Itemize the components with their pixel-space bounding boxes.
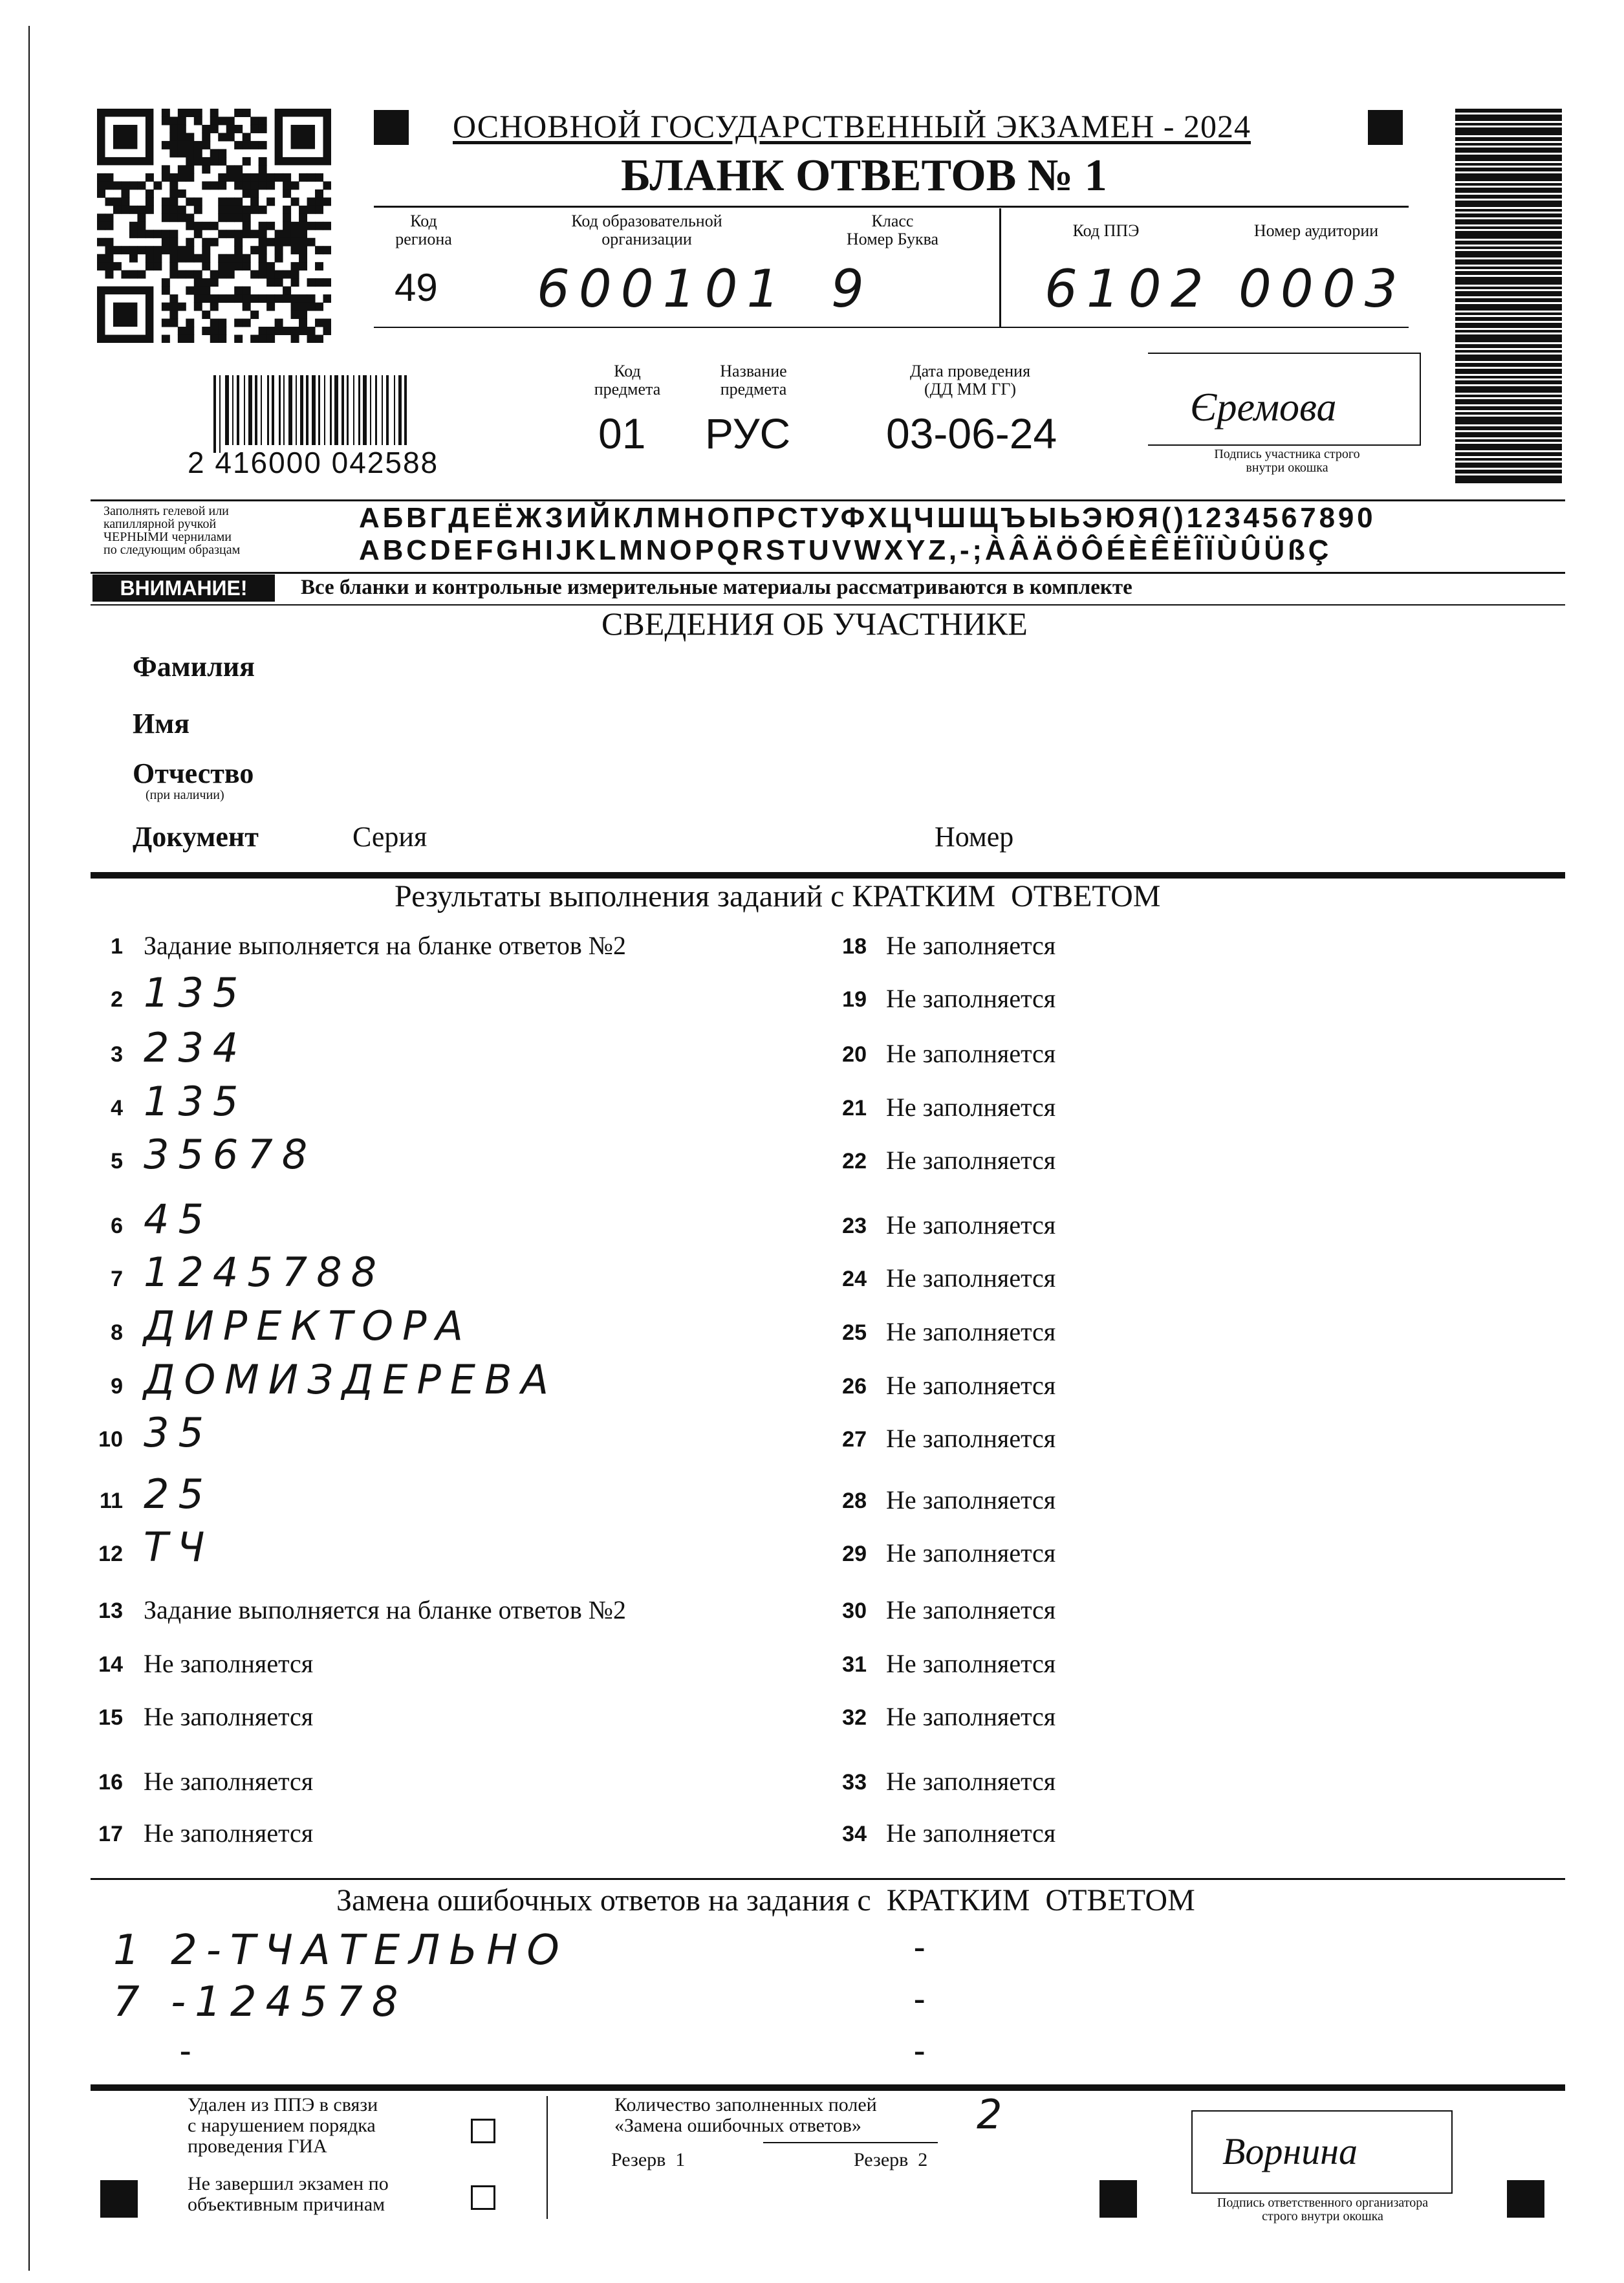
org-value: 600101 <box>537 259 789 319</box>
task-number: 22 <box>842 1149 867 1174</box>
region-label: Код региона <box>395 212 452 248</box>
answer-status-text: Не заполняется <box>886 1485 1056 1514</box>
count-label: Количество заполненных полей «Замена ошибочных ответов» <box>614 2094 877 2136</box>
task-number: 32 <box>842 1705 867 1730</box>
date-label: Дата проведения (ДД ММ ГГ) <box>909 362 1031 399</box>
patronymic-label: Отчество <box>133 758 254 789</box>
warning-badge: ВНИМАНИЕ! <box>92 574 275 602</box>
header-rule <box>374 206 1409 208</box>
answer-status-text: Не заполняется <box>886 1702 1056 1731</box>
replacement-top-rule <box>91 1878 1565 1880</box>
region-value: 49 <box>395 266 438 309</box>
task-number: 5 <box>111 1149 123 1174</box>
task-number: 3 <box>111 1042 123 1067</box>
task-number: 9 <box>111 1374 123 1399</box>
replacement-row-1: 1 2-ТЧАТЕЛЬНО <box>113 1927 568 1974</box>
task-number: 19 <box>842 987 867 1012</box>
count-value[interactable]: 2 <box>977 2091 1012 2138</box>
task-number: 21 <box>842 1096 867 1120</box>
corner-marker-top-left <box>374 110 409 145</box>
answer-field[interactable]: 234 <box>144 1024 248 1071</box>
corner-marker-bottom-right <box>1507 2180 1544 2218</box>
task-number: 24 <box>842 1267 867 1291</box>
replacement-row-3: - <box>180 2032 191 2069</box>
answer-status-text: Не заполняется <box>886 1093 1056 1122</box>
qr-code <box>97 109 331 343</box>
samples-top-rule <box>91 499 1565 501</box>
sample-row-latin: ABCDEFGHIJKLMNOPQRSTUVWXYZ,-;ÀÂÄÖÔÉÈÊËÎÏÙÛÜßÇ <box>359 534 1332 566</box>
org-label: Код образовательной организации <box>571 212 722 248</box>
room-label: Номер аудитории <box>1253 221 1379 240</box>
task-number: 10 <box>98 1427 123 1452</box>
task-number: 14 <box>98 1652 123 1677</box>
ppe-value: 6102 <box>1045 259 1213 319</box>
answer-status-text: Не заполняется <box>886 1538 1056 1568</box>
replacement-right-dash-3: - <box>914 2032 926 2069</box>
task-number: 1 <box>111 934 123 959</box>
footer-divider <box>547 2096 548 2219</box>
sample-row-cyrillic: АБВГДЕЁЖЗИЙКЛМНОПРСТУФХЦЧШЩЪЫЬЭЮЯ()1234567890 <box>359 502 1376 534</box>
answer-status-text: Не заполняется <box>886 1819 1056 1848</box>
task-number: 17 <box>98 1822 123 1846</box>
answer-field[interactable]: ДИРЕКТОРА <box>144 1302 472 1349</box>
task-number: 7 <box>111 1267 123 1291</box>
participant-section-title: СВЕДЕНИЯ ОБ УЧАСТНИКЕ <box>601 606 1028 642</box>
signature-caption: Подпись участника строго внутри окошка <box>1214 447 1360 475</box>
answer-status-text: Не заполняется <box>886 1595 1056 1624</box>
side-barcode <box>1455 109 1562 503</box>
answer-status-text: Не заполняется <box>886 1146 1056 1175</box>
subject-code-value: 01 <box>598 410 646 457</box>
corner-marker-bottom-mid <box>1099 2180 1137 2218</box>
answer-status-text: Не заполняется <box>886 1210 1056 1240</box>
task-number: 4 <box>111 1096 123 1120</box>
answer-status-text: Не заполняется <box>144 1767 314 1796</box>
patronymic-note: (при наличии) <box>146 788 224 802</box>
answer-status-text: Задание выполняется на бланке ответов №2 <box>144 931 626 960</box>
replacement-row-2: 7 -124578 <box>113 1978 407 2026</box>
task-number: 11 <box>100 1489 123 1513</box>
class-value: 9 <box>831 259 873 319</box>
task-number: 23 <box>842 1214 867 1238</box>
task-number: 27 <box>842 1427 867 1452</box>
task-number: 30 <box>842 1599 867 1623</box>
subject-code-label: Код предмета <box>594 362 661 399</box>
corner-marker-bottom-left <box>100 2180 138 2218</box>
task-number: 2 <box>111 987 123 1012</box>
number-label: Номер <box>935 821 1014 853</box>
reserve-2-label: Резерв 2 <box>854 2149 928 2170</box>
answer-status-text: Не заполняется <box>886 931 1056 960</box>
task-number: 13 <box>98 1599 123 1623</box>
task-number: 31 <box>842 1652 867 1677</box>
codes-bottom-rule <box>374 327 1409 328</box>
not-finished-checkbox[interactable] <box>471 2185 495 2210</box>
task-number: 28 <box>842 1489 867 1513</box>
answer-status-text: Не заполняется <box>886 984 1056 1013</box>
task-number: 33 <box>842 1770 867 1795</box>
form-title: БЛАНК ОТВЕТОВ № 1 <box>621 151 1107 201</box>
answer-status-text: Не заполняется <box>886 1424 1056 1453</box>
task-number: 20 <box>842 1042 867 1067</box>
short-answers-title: Результаты выполнения заданий с КРАТКИМ ОТВЕТОМ <box>395 879 1161 913</box>
class-label: Класс Номер Буква <box>846 212 939 248</box>
answer-status-text: Не заполняется <box>886 1767 1056 1796</box>
answer-field[interactable]: ДОМИЗДЕРЕВА <box>144 1356 558 1403</box>
participant-signature: Єремова <box>1190 386 1337 430</box>
answer-field[interactable]: 25 <box>144 1470 213 1518</box>
answer-status-text: Задание выполняется на бланке ответов №2 <box>144 1595 626 1624</box>
corner-marker-top-right <box>1368 110 1403 145</box>
answer-status-text: Не заполняется <box>886 1317 1056 1346</box>
organizer-caption: Подпись ответственного организатора строго внутри окошка <box>1217 2196 1429 2223</box>
answer-field[interactable]: 135 <box>144 1078 248 1125</box>
removed-checkbox[interactable] <box>471 2119 495 2143</box>
codes-divider <box>999 208 1001 328</box>
answer-status-text: Не заполняется <box>886 1263 1056 1293</box>
results-top-rule <box>91 872 1565 879</box>
answer-field[interactable]: 45 <box>144 1196 213 1243</box>
subject-barcode <box>213 375 556 453</box>
binding-line <box>28 26 30 2271</box>
answer-status-text: Не заполняется <box>144 1702 314 1731</box>
replacement-right-dash-2: - <box>914 1980 926 2017</box>
count-underline <box>763 2142 938 2143</box>
answer-status-text: Не заполняется <box>144 1649 314 1678</box>
task-number: 8 <box>111 1320 123 1345</box>
task-number: 6 <box>111 1214 123 1238</box>
room-value: 0003 <box>1239 259 1407 319</box>
warning-top-rule <box>91 572 1565 574</box>
answer-status-text: Не заполняется <box>144 1819 314 1848</box>
name-label: Имя <box>133 708 189 739</box>
task-number: 29 <box>842 1542 867 1566</box>
warning-text: Все бланки и контрольные измерительные материалы рассматриваются в комплекте <box>301 576 1132 599</box>
reserve-1-label: Резерв 1 <box>611 2149 686 2170</box>
answer-status-text: Не заполняется <box>886 1649 1056 1678</box>
task-number: 18 <box>842 934 867 959</box>
answer-field[interactable]: 35678 <box>144 1131 317 1178</box>
document-label: Документ <box>133 821 259 853</box>
answer-field[interactable]: 35 <box>144 1409 213 1456</box>
barcode-number: 2 416000 042588 <box>188 446 439 479</box>
not-finished-label: Не завершил экзамен по объективным причинам <box>188 2173 389 2215</box>
subject-name-label: Название предмета <box>720 362 787 399</box>
task-number: 12 <box>98 1542 123 1566</box>
answer-field[interactable]: 1245788 <box>144 1249 386 1296</box>
removed-label: Удален из ППЭ в связи с нарушением порядка проведения ГИА <box>188 2094 378 2157</box>
date-value: 03-06-24 <box>886 410 1057 457</box>
answer-status-text: Не заполняется <box>886 1371 1056 1400</box>
answer-status-text: Не заполняется <box>886 1039 1056 1068</box>
replacement-right-dash-1: - <box>914 1928 926 1965</box>
task-number: 25 <box>842 1320 867 1345</box>
surname-label: Фамилия <box>133 651 255 683</box>
samples-instruction: Заполнять гелевой или капиллярной ручкой ЧЕРНЫМИ чернилами по следующим образцам <box>103 504 241 557</box>
answer-field[interactable]: 135 <box>144 969 248 1016</box>
exam-title: ОСНОВНОЙ ГОСУДАРСТВЕННЫЙ ЭКЗАМЕН - 2024 <box>453 108 1251 144</box>
series-label: Серия <box>352 821 428 853</box>
organizer-signature: Ворнина <box>1222 2130 1358 2172</box>
task-number: 15 <box>98 1705 123 1730</box>
task-number: 16 <box>98 1770 123 1795</box>
subject-name-value: РУС <box>705 410 791 457</box>
task-number: 26 <box>842 1374 867 1399</box>
ppe-label: Код ППЭ <box>1072 221 1140 240</box>
task-number: 34 <box>842 1822 867 1846</box>
footer-top-rule <box>91 2084 1565 2091</box>
answer-field[interactable]: ТЧ <box>144 1524 214 1571</box>
replacement-title: Замена ошибочных ответов на задания с КРАТКИМ ОТВЕТОМ <box>336 1883 1195 1917</box>
